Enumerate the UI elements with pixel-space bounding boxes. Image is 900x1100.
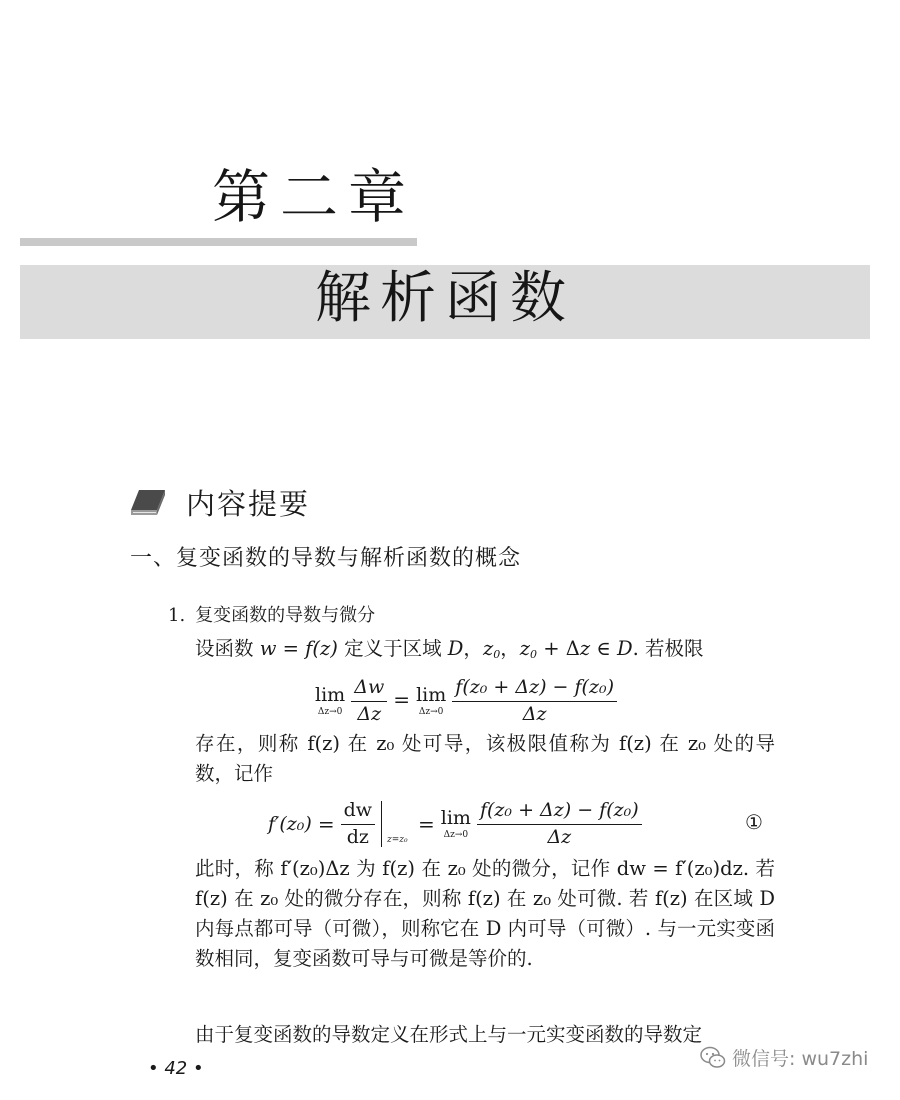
limit-expression: $\frac{\text{f(z₀ + Δz) − f(z₀)}}{\Delta z}$	[452, 677, 617, 726]
limit-operator: lim Δz→0	[315, 683, 346, 717]
watermark	[700, 1044, 868, 1071]
limit-formula: lim Δz→0 $\frac{\Delta w}{\Delta z}$ = lim Δz→0 $\frac{\text{f(z₀ + Δz) − f(z₀)}}{\Delta z}$	[315, 677, 617, 726]
paragraph-derivative: 存在，则称 f(z) 在 z₀ 处可导，该极限值称为 f(z) 在 z₀ 处的导数，记作	[195, 732, 775, 785]
paragraph-definition: 设函数 w = f(z) 定义于区域 D，$z_0$，$z_0 + \Delta z$ ∈ D. 若极限	[195, 637, 704, 661]
subsection-title: 复变函数的导数与微分	[195, 605, 376, 626]
chapter-title: 解析函数	[315, 266, 575, 331]
limit-operator-3: lim Δz→0	[440, 806, 471, 840]
difference-quotient: $\frac{\Delta w}{\Delta z}$	[351, 677, 387, 726]
limit-operator-2: lim Δz→0	[416, 683, 447, 717]
subsection-number: 1.	[168, 605, 186, 626]
section-heading: 一、复变函数的导数与解析函数的概念	[130, 546, 522, 571]
summary-heading	[130, 482, 310, 523]
book-icon	[130, 488, 166, 518]
equation-number: ①	[745, 810, 763, 834]
wechat-icon	[700, 1046, 726, 1070]
derivative-formula: f′(z₀) = $\frac{dw}{dz}$ z=z₀ = lim Δz→0 $\frac{\text{f(z₀ + Δz) − f(z₀)}}{\Delta z}$	[268, 800, 648, 849]
summary-title: 内容提要	[186, 487, 311, 521]
derivative-fraction: $\frac{dw}{dz}$	[341, 800, 375, 849]
chapter-label: 第二章	[212, 163, 417, 231]
chapter-title-band	[20, 265, 870, 339]
paragraph-continued: 由于复变函数的导数定义在形式上与一元实变函数的导数定	[195, 1023, 703, 1046]
page-number: • 42 •	[148, 1058, 204, 1079]
watermark-text: 微信号: wu7zhi	[732, 1048, 869, 1070]
derivative-limit-expression: $\frac{\text{f(z₀ + Δz) − f(z₀)}}{\Delta z}$	[477, 800, 642, 849]
paragraph-differential: 此时，称 f′(z₀)Δz 为 f(z) 在 z₀ 处的微分，记作 dw = f′(z₀)dz. 若 f(z) 在 z₀ 处的微分存在，则称 f(z) 在 z₀ 处可微. 若 f(z) 在区域 D 内每点都可导（可微），则称它在 D 内可导（可微）. 与一元实变函数相同，复变函数可导与可微是等价的.	[195, 857, 775, 970]
chapter-underline	[20, 238, 417, 246]
evaluation-bar: z=z₀	[381, 801, 386, 847]
subsection-heading	[168, 601, 375, 627]
